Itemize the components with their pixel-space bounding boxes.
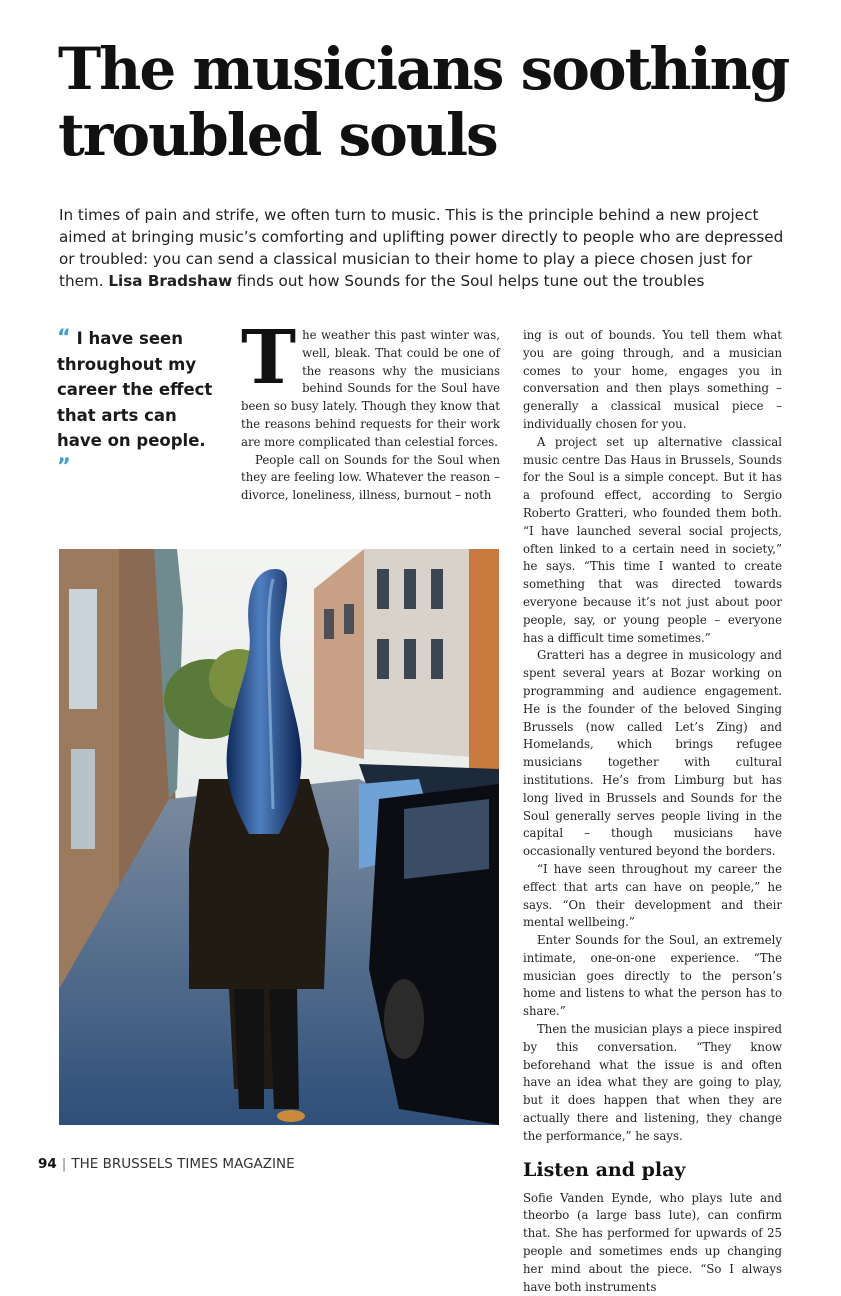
body-column-right <box>523 327 782 1296</box>
pull-quote-text: I have seen throughout my career the effect that arts can have on people. <box>57 329 213 450</box>
body-paragraph: Sofie Vanden Eynde, who plays lute and theorbo (a large bass lute), can confirm that. She has performed for upwards of 25 people and sometimes ends up changing her mind about the piece. “So I always have both instruments <box>523 1190 782 1294</box>
page-number: 94 <box>38 1156 57 1172</box>
cellist-photo <box>59 549 499 1125</box>
body-paragraph: Enter Sounds for the Soul, an extremely intimate, one-on-one experience. “The musician goes directly to the person’s home and listens to what the person has to share.” <box>523 933 782 1019</box>
body-paragraph: A project set up alternative classical music centre Das Haus in Brussels, Sounds for the Soul is a simple concept. But it has a profound effect, according to Sergio Roberto Gratteri, who founded them both. “I have launched several social projects, often linked to a certain need in society,” he says. “This time I wanted to create something that was directed towards everyone because it’s not just about poor people, say, or young people – everyone has a difficult time sometimes.” <box>523 434 782 645</box>
body-paragraph: Then the musician plays a piece inspired by this conversation. “They know beforehand what the issue is and often have an idea what they are going to play, but it does happen that when they are actually there and listening, they change the performance,” he says. <box>523 1022 782 1143</box>
body-paragraph: “I have seen throughout my career the effect that arts can have on people,” he says. “On their development and their mental wellbeing.” <box>523 861 782 930</box>
body-paragraph: ing is out of bounds. You tell them what you are going through, and a musician comes to your home, engages you in conversation and then plays something – generally a classical musical piece – individually chosen for you. <box>523 328 782 431</box>
standfirst <box>59 204 789 292</box>
body-paragraph <box>241 315 500 452</box>
body-text: he weather this past winter was, well, bleak. That could be one of the reasons why the musicians behind Sounds for the Soul have been so busy lately. Though they know that the reasons behind requests for their work are more complicated than celestial forces. <box>241 328 500 449</box>
drop-cap: T <box>241 315 297 401</box>
standfirst-text: In times of pain and strife, we often turn to music. This is the principle behind a new project aimed at bringing music’s comforting and uplifting power directly to people who are depressed or troubled: you can send a classical musician to their home to play a piece chosen just for them. <box>59 206 784 290</box>
magazine-name: THE BRUSSELS TIMES MAGAZINE <box>71 1156 295 1172</box>
standfirst-tail: finds out how Sounds for the Soul helps tune out the troubles <box>232 272 705 290</box>
close-quote-icon: ” <box>57 453 71 478</box>
body-column-middle <box>241 315 500 505</box>
body-paragraph: People call on Sounds for the Soul when they are feeling low. Whatever the reason – divorce, loneliness, illness, burnout – noth <box>241 452 500 503</box>
author-name: Lisa Bradshaw <box>108 272 233 290</box>
article-headline: The musicians soothing troubled souls <box>58 35 789 169</box>
footer-separator: | <box>61 1156 67 1172</box>
page-footer <box>38 1156 295 1172</box>
open-quote-icon: “ <box>57 325 71 349</box>
body-paragraph: Gratteri has a degree in musicology and spent several years at Bozar working on programming and audience engagement. He is the founder of the beloved Singing Brussels (now called Let’s Zing) and Homelands, which brings refugee musicians together with cultural institutions. He’s from Limburg but has long lived in Brussels and Sounds for the Soul generally serves people living in the capital – though musicians have occasionally ventured beyond the borders. <box>523 648 782 859</box>
section-subheading: Listen and play <box>523 1158 686 1181</box>
pull-quote <box>57 325 222 480</box>
street-scene-image <box>59 549 499 1125</box>
